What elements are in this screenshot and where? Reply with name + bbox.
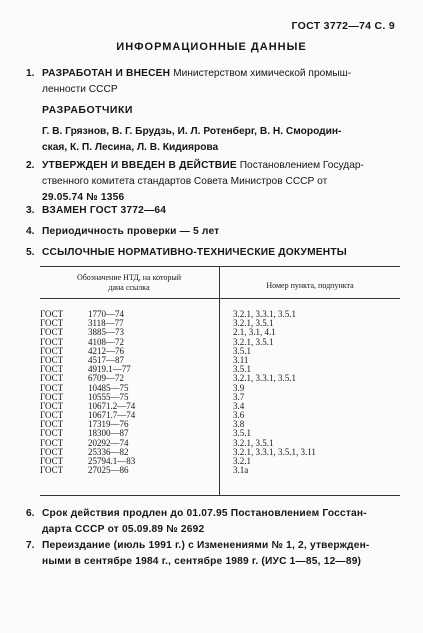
- table-cell-gost: ГОСТ: [40, 437, 64, 448]
- section-7: [26, 538, 401, 570]
- section-5-number: 5.: [26, 247, 35, 258]
- section-1: [26, 66, 401, 98]
- section-1-number: 1.: [26, 68, 35, 79]
- table-cell-items: 3.1а: [233, 465, 249, 476]
- section-4-number: 4.: [26, 226, 35, 237]
- section-6-text-cont: дарта СССР от 05.09.89 № 2692: [42, 524, 205, 535]
- table-cell-gost: ГОСТ: [40, 309, 64, 319]
- table-cell-gost: ГОСТ: [40, 410, 64, 421]
- table-cell-gost: ГОСТ: [40, 318, 64, 329]
- table-cell-gost: ГОСТ: [40, 336, 64, 347]
- section-1-heading: РАЗРАБОТАН И ВНЕСЕН: [42, 68, 171, 79]
- section-6-number: 6.: [26, 508, 35, 519]
- table-cell-items: 3.2.1, 3.5.1: [233, 318, 274, 329]
- table-cell-items: 3.2.1, 3.3.1, 3.5.1, 3.11: [233, 446, 316, 457]
- table-cell-code: 4212—76: [88, 345, 124, 356]
- table-row: [40, 466, 400, 475]
- section-5-heading: ССЫЛОЧНЫЕ НОРМАТИВНО-ТЕХНИЧЕСКИЕ ДОКУМЕНТЫ: [42, 247, 347, 258]
- table-cell-items: 3.7: [233, 391, 245, 402]
- developers-title: РАЗРАБОТЧИКИ: [42, 104, 133, 116]
- table-cell-items: 3.5.1: [233, 364, 251, 375]
- table-cell-code: 27025—86: [88, 465, 129, 476]
- table-cell-code: 20292—74: [88, 437, 129, 448]
- section-6-text: Срок действия продлен до 01.07.95 Постановлением Госстан-: [42, 508, 367, 519]
- table-cell-gost: ГОСТ: [40, 373, 64, 384]
- section-7-text: Переиздание (июль 1991 г.) с Изменениями № 1, 2, утвержден-: [42, 540, 370, 551]
- table-cell-items: 3.2.1, 3.3.1, 3.5.1: [233, 309, 296, 319]
- table-cell-items: 3.4: [233, 400, 245, 411]
- section-3-number: 3.: [26, 205, 35, 216]
- table-header-designation-line-1: Обозначение НТД, на который: [76, 273, 182, 282]
- table-cell-items: 3.6: [233, 410, 245, 421]
- section-6: [26, 506, 401, 538]
- table-cell-code: 4517—87: [88, 354, 124, 365]
- section-5: [26, 245, 401, 261]
- table-cell-code: 6709—72: [88, 373, 124, 384]
- table-cell-items: 3.5.1: [233, 428, 251, 439]
- developers-line-2: ская, К. П. Лесина, Л. В. Кидиярова: [42, 142, 219, 153]
- table-cell-code: 1770—74: [88, 309, 124, 319]
- table-cell-gost: ГОСТ: [40, 391, 64, 402]
- table-cell-gost: ГОСТ: [40, 446, 64, 457]
- section-4-text: Периодичность проверки — 5 лет: [42, 226, 220, 237]
- table-cell-code: 10485—75: [88, 382, 129, 393]
- table-header-divider: [40, 298, 400, 299]
- table-cell-code: 18300—87: [88, 428, 129, 439]
- section-4: [26, 224, 401, 240]
- table-cell-code: 3118—77: [88, 318, 124, 329]
- section-2-heading: УТВЕРЖДЕН И ВВЕДЕН В ДЕЙСТВИЕ: [42, 160, 237, 171]
- table-cell-items: 3.9: [233, 382, 245, 393]
- section-2-text-line-2: ственного комитета стандартов Совета Министров СССР от: [42, 176, 328, 187]
- table-cell-code: 25794.1—83: [88, 456, 136, 466]
- table-cell-gost: ГОСТ: [40, 428, 64, 439]
- section-2-number: 2.: [26, 160, 35, 171]
- table-cell-items: 2.1, 3.1, 4.1: [233, 327, 276, 338]
- table-cell-code: 17319—76: [88, 419, 129, 430]
- section-2-decree: 29.05.74 № 1356: [42, 192, 125, 203]
- document-title: ИНФОРМАЦИОННЫЕ ДАННЫЕ: [116, 41, 307, 53]
- table-cell-code: 4108—72: [88, 336, 124, 347]
- section-7-number: 7.: [26, 540, 35, 551]
- table-header-designation-line-2: дана ссылка: [108, 283, 150, 292]
- table-body: [40, 310, 400, 475]
- section-1-text-cont: ленности СССР: [42, 84, 118, 95]
- table-cell-gost: ГОСТ: [40, 327, 64, 338]
- table-cell-gost: ГОСТ: [40, 364, 64, 375]
- developers-list: [42, 124, 402, 156]
- table-cell-gost: ГОСТ: [40, 345, 64, 356]
- table-cell-gost: ГОСТ: [40, 354, 64, 365]
- table-cell-items: 3.2.1, 3.5.1: [233, 336, 274, 347]
- section-2-text: Постановлением Государ-: [239, 160, 364, 171]
- table-cell-items: 3.11: [233, 354, 249, 365]
- table-cell-items: 3.2.1, 3.3.1, 3.5.1: [233, 373, 296, 384]
- table-header-designation: [40, 273, 218, 293]
- section-3: [26, 203, 401, 219]
- table-cell-code: 3885—73: [88, 327, 124, 338]
- table-cell-items: 3.2.1: [233, 456, 251, 466]
- section-1-text: Министерством химической промыш-: [173, 68, 352, 79]
- table-cell-gost: ГОСТ: [40, 465, 64, 476]
- table-cell-code: 25336—82: [88, 446, 129, 457]
- section-3-heading: ВЗАМЕН ГОСТ 3772—64: [42, 205, 167, 216]
- table-cell-gost: ГОСТ: [40, 456, 64, 466]
- section-7-text-cont: ными в сентябре 1984 г., сентябре 1989 г. (ИУС 1—85, 12—89): [42, 556, 362, 567]
- table-cell-code: 10555—75: [88, 391, 129, 402]
- references-table: [40, 266, 400, 496]
- developers-line-1: Г. В. Грязнов, В. Г. Брудзь, И. Л. Ротенберг, В. Н. Смородин-: [42, 126, 342, 137]
- table-cell-gost: ГОСТ: [40, 400, 64, 411]
- table-header-item-number: Номер пункта, подпункта: [266, 281, 354, 290]
- table-cell-items: 3.5.1: [233, 345, 251, 356]
- table-cell-gost: ГОСТ: [40, 382, 64, 393]
- table-cell-code: 4919.1—77: [88, 364, 131, 375]
- table-cell-items: 3.2.1, 3.5.1: [233, 437, 274, 448]
- table-cell-code: 10671.7—74: [88, 410, 136, 421]
- table-cell-gost: ГОСТ: [40, 419, 64, 430]
- section-2: [26, 158, 401, 206]
- table-cell-code: 10671.2—74: [88, 400, 136, 411]
- page-header: ГОСТ 3772—74 С. 9: [291, 20, 395, 32]
- table-cell-items: 3.8: [233, 419, 245, 430]
